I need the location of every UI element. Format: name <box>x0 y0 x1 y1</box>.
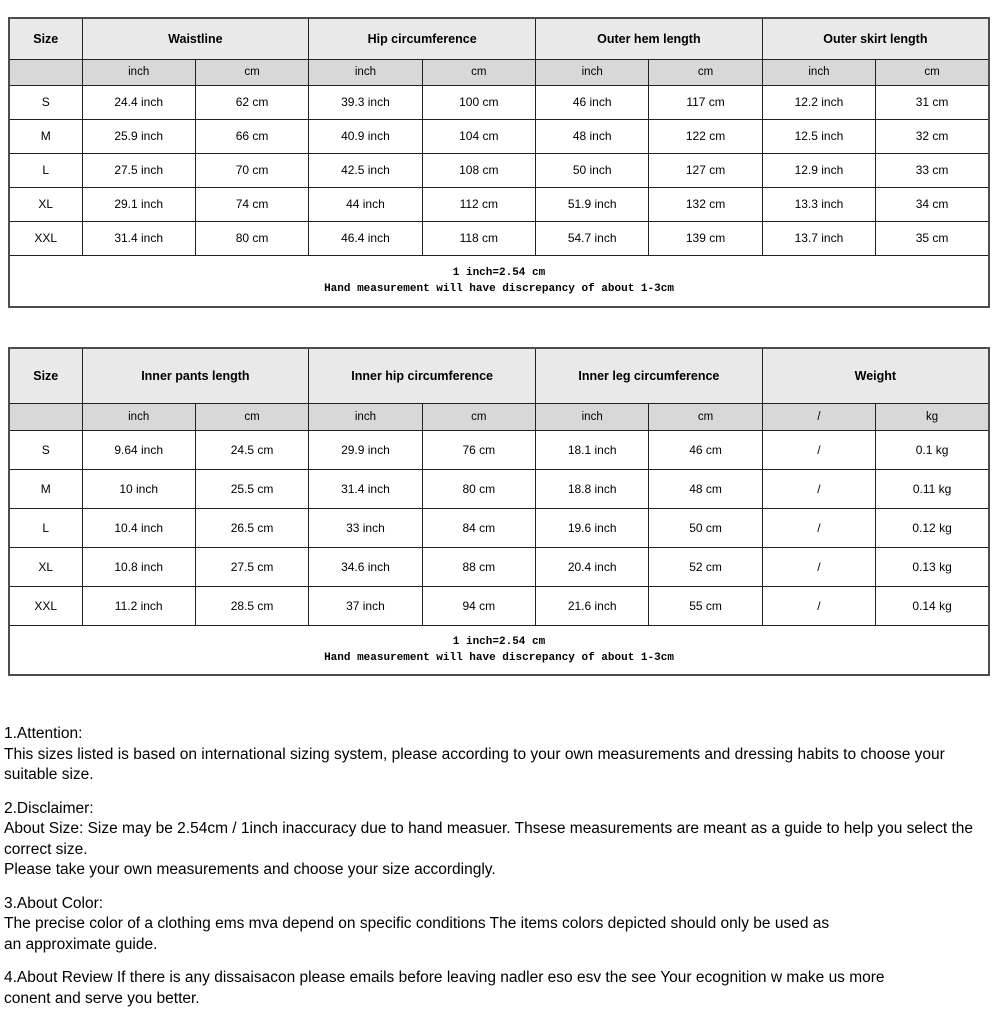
measurement-cell: 0.13 kg <box>876 547 989 586</box>
measurement-cell: 104 cm <box>422 119 535 153</box>
measurement-cell: 0.1 kg <box>876 430 989 469</box>
measurement-cell: 100 cm <box>422 85 535 119</box>
note-text-line: 2.Disclaimer: <box>4 799 94 817</box>
unit-header: cm <box>649 59 762 85</box>
measurement-cell: 39.3 inch <box>309 85 422 119</box>
size-label-cell: S <box>9 85 82 119</box>
measurement-cell: 54.7 inch <box>536 221 649 255</box>
unit-header: inch <box>536 59 649 85</box>
column-header: Hip circumference <box>309 18 536 59</box>
measurement-cell: 12.9 inch <box>762 153 875 187</box>
measurement-cell: 13.3 inch <box>762 187 875 221</box>
size-label-cell: L <box>9 153 82 187</box>
measurement-cell: 118 cm <box>422 221 535 255</box>
measurement-cell: 10 inch <box>82 469 195 508</box>
measurement-cell: 28.5 cm <box>195 586 308 625</box>
note-text-line: conent and serve you better. <box>4 989 200 1007</box>
unit-header-row <box>9 59 989 85</box>
measurement-cell: 112 cm <box>422 187 535 221</box>
measurement-cell: 88 cm <box>422 547 535 586</box>
measurement-cell: 139 cm <box>649 221 762 255</box>
measurement-cell: 37 inch <box>309 586 422 625</box>
column-header: Inner leg circumference <box>536 348 763 403</box>
measurement-note <box>9 625 989 675</box>
measurement-cell: 31 cm <box>876 85 989 119</box>
column-header: Waistline <box>82 18 309 59</box>
measurement-cell: 25.9 inch <box>82 119 195 153</box>
discrepancy-note: Hand measurement will have discrepancy of about 1-3cm <box>324 651 674 664</box>
note-paragraph <box>4 894 996 956</box>
measurement-cell: 74 cm <box>195 187 308 221</box>
table-row <box>9 85 989 119</box>
measurement-cell: / <box>762 508 875 547</box>
note-paragraph <box>4 724 996 786</box>
measurement-cell: 18.1 inch <box>536 430 649 469</box>
table-row <box>9 187 989 221</box>
unit-header: inch <box>309 59 422 85</box>
measurement-cell: 80 cm <box>422 469 535 508</box>
measurement-cell: 132 cm <box>649 187 762 221</box>
measurement-cell: 18.8 inch <box>536 469 649 508</box>
measurement-cell: 42.5 inch <box>309 153 422 187</box>
measurement-cell: / <box>762 469 875 508</box>
table-row <box>9 508 989 547</box>
note-text-line: 1.Attention: <box>4 725 83 742</box>
note-text-line: Please take your own measurements and choose your size accordingly. <box>4 861 496 878</box>
measurement-cell: 70 cm <box>195 153 308 187</box>
measurement-cell: 40.9 inch <box>309 119 422 153</box>
inner-pants-size-table <box>8 347 990 676</box>
measurement-cell: 21.6 inch <box>536 586 649 625</box>
measurement-cell: 25.5 cm <box>195 469 308 508</box>
column-header: Size <box>9 348 82 403</box>
measurement-cell: 122 cm <box>649 119 762 153</box>
measurement-cell: 9.64 inch <box>82 430 195 469</box>
conversion-note: 1 inch=2.54 cm <box>452 635 546 648</box>
measurement-cell: 10.4 inch <box>82 508 195 547</box>
unit-header: cm <box>195 403 308 430</box>
unit-header <box>9 59 82 85</box>
measurement-cell: 29.9 inch <box>309 430 422 469</box>
measurement-cell: / <box>762 430 875 469</box>
unit-header: kg <box>876 403 989 430</box>
note-text-line: an approximate guide. <box>4 935 158 953</box>
column-header: Outer skirt length <box>762 18 989 59</box>
measurement-cell: 127 cm <box>649 153 762 187</box>
header-row <box>9 348 989 403</box>
measurement-cell: 33 cm <box>876 153 989 187</box>
size-label-cell: XL <box>9 547 82 586</box>
table-row <box>9 469 989 508</box>
note-text-line: About Size: Size may be 2.54cm / 1inch inaccuracy due to hand measuer. Thsese measurements are meant as a guide to help you select the correct size. <box>4 820 974 858</box>
discrepancy-note: Hand measurement will have discrepancy of about 1-3cm <box>324 282 674 295</box>
measurement-cell: 94 cm <box>422 586 535 625</box>
column-header: Weight <box>762 348 989 403</box>
outer-skirt-size-table <box>8 17 990 308</box>
measurement-cell: 80 cm <box>195 221 308 255</box>
measurement-cell: 27.5 inch <box>82 153 195 187</box>
measurement-cell: 66 cm <box>195 119 308 153</box>
column-header: Inner pants length <box>82 348 309 403</box>
measurement-cell: 19.6 inch <box>536 508 649 547</box>
measurement-cell: 62 cm <box>195 85 308 119</box>
table-row <box>9 119 989 153</box>
unit-header: cm <box>195 59 308 85</box>
unit-header: inch <box>536 403 649 430</box>
measurement-cell: 31.4 inch <box>82 221 195 255</box>
column-header: Inner hip circumference <box>309 348 536 403</box>
unit-header: / <box>762 403 875 430</box>
unit-header: inch <box>82 403 195 430</box>
column-header: Outer hem length <box>536 18 763 59</box>
unit-header: cm <box>876 59 989 85</box>
note-text-line: The precise color of a clothing ems mva depend on specific conditions The items colors depicted should only be used as <box>4 915 830 932</box>
unit-header: inch <box>82 59 195 85</box>
column-header: Size <box>9 18 82 59</box>
unit-header: inch <box>309 403 422 430</box>
measurement-cell: 108 cm <box>422 153 535 187</box>
measurement-cell: 26.5 cm <box>195 508 308 547</box>
measurement-cell: 13.7 inch <box>762 221 875 255</box>
size-label-cell: L <box>9 508 82 547</box>
measurement-cell: 32 cm <box>876 119 989 153</box>
measurement-note <box>9 255 989 307</box>
note-paragraph <box>4 968 996 1009</box>
measurement-cell: 50 cm <box>649 508 762 547</box>
measurement-cell: 84 cm <box>422 508 535 547</box>
measurement-cell: 12.2 inch <box>762 85 875 119</box>
measurement-cell: 117 cm <box>649 85 762 119</box>
measurement-cell: 29.1 inch <box>82 187 195 221</box>
measurement-cell: 33 inch <box>309 508 422 547</box>
measurement-cell: 12.5 inch <box>762 119 875 153</box>
size-label-cell: M <box>9 119 82 153</box>
measurement-cell: / <box>762 547 875 586</box>
measurement-cell: / <box>762 586 875 625</box>
header-row <box>9 18 989 59</box>
note-text-line: 3.About Color: <box>4 894 104 912</box>
measurement-cell: 31.4 inch <box>309 469 422 508</box>
note-row <box>9 625 989 675</box>
measurement-cell: 24.4 inch <box>82 85 195 119</box>
measurement-cell: 24.5 cm <box>195 430 308 469</box>
measurement-cell: 35 cm <box>876 221 989 255</box>
unit-header: cm <box>422 403 535 430</box>
conversion-note: 1 inch=2.54 cm <box>452 266 546 279</box>
measurement-cell: 46.4 inch <box>309 221 422 255</box>
measurement-cell: 46 cm <box>649 430 762 469</box>
note-text-line: 4.About Review If there is any dissaisacon please emails before leaving nadler eso esv the see Your ecognition w make us more <box>4 969 885 986</box>
size-label-cell: XL <box>9 187 82 221</box>
measurement-cell: 76 cm <box>422 430 535 469</box>
measurement-cell: 34 cm <box>876 187 989 221</box>
size-label-cell: XXL <box>9 221 82 255</box>
measurement-cell: 0.12 kg <box>876 508 989 547</box>
table-row <box>9 586 989 625</box>
measurement-cell: 51.9 inch <box>536 187 649 221</box>
unit-header: cm <box>649 403 762 430</box>
table-row <box>9 430 989 469</box>
unit-header: inch <box>762 59 875 85</box>
measurement-cell: 27.5 cm <box>195 547 308 586</box>
measurement-cell: 55 cm <box>649 586 762 625</box>
measurement-cell: 0.11 kg <box>876 469 989 508</box>
table-row <box>9 547 989 586</box>
measurement-cell: 50 inch <box>536 153 649 187</box>
measurement-cell: 34.6 inch <box>309 547 422 586</box>
measurement-cell: 48 cm <box>649 469 762 508</box>
measurement-cell: 52 cm <box>649 547 762 586</box>
unit-header-row <box>9 403 989 430</box>
table-row <box>9 153 989 187</box>
measurement-cell: 46 inch <box>536 85 649 119</box>
unit-header <box>9 403 82 430</box>
unit-header: cm <box>422 59 535 85</box>
measurement-cell: 11.2 inch <box>82 586 195 625</box>
measurement-cell: 44 inch <box>309 187 422 221</box>
measurement-cell: 20.4 inch <box>536 547 649 586</box>
measurement-cell: 0.14 kg <box>876 586 989 625</box>
measurement-cell: 48 inch <box>536 119 649 153</box>
sizing-notes-section <box>4 724 996 1022</box>
measurement-cell: 10.8 inch <box>82 547 195 586</box>
note-paragraph <box>4 799 996 881</box>
size-label-cell: S <box>9 430 82 469</box>
table-row <box>9 221 989 255</box>
note-row <box>9 255 989 307</box>
size-label-cell: XXL <box>9 586 82 625</box>
note-text-line: This sizes listed is based on international sizing system, please according to your own measurements and dressing habits to choose your suitable size. <box>4 745 945 783</box>
size-label-cell: M <box>9 469 82 508</box>
